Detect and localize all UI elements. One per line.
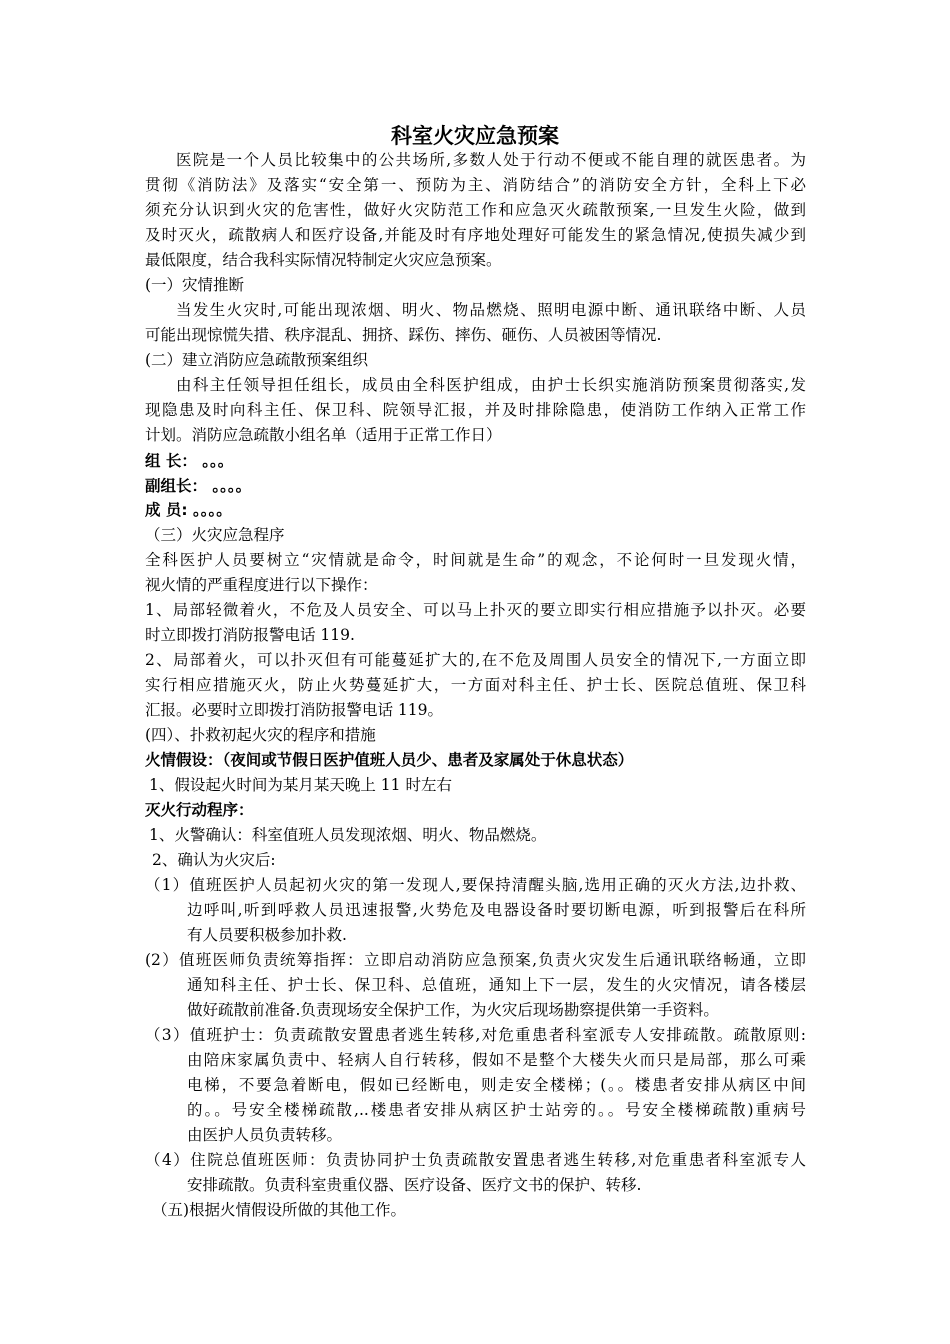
paragraph-line: 汇报。必要时立即拨打消防报警电话 119。 bbox=[145, 701, 444, 719]
paragraph-line: 须充分认识到火灾的危害性，做好火灾防范工作和应急灭火疏散预案,一旦发生火险，做到 bbox=[145, 201, 806, 219]
paragraph-line: 实行相应措施灭火，防止火势蔓延扩大，一方面对科主任、护士长、医院总值班、保卫科 bbox=[145, 676, 806, 694]
paragraph-line: 有人员要积极参加扑救. bbox=[187, 926, 347, 944]
group-leader-line: 组 长： 。。。 bbox=[145, 452, 234, 470]
paragraph-line: 的。。号安全楼梯疏散,..楼患者安排从病区护士站旁的。。号安全楼梯疏散)重病号 bbox=[187, 1101, 806, 1119]
paragraph-line: 现隐患及时向科主任、保卫科、院领导汇报，并及时排除隐患，使消防工作纳入正常工作 bbox=[145, 401, 806, 419]
paragraph-line: 当发生火灾时,可能出现浓烟、明火、物品燃烧、照明电源中断、通讯联络中断、人员 bbox=[176, 301, 806, 319]
paragraph-line: 计划。消防应急疏散小组名单（适用于正常工作日） bbox=[145, 426, 502, 444]
paragraph-line: 全科医护人员要树立“灾情就是命令，时间就是生命”的观念，不论何时一旦发现火情， bbox=[145, 551, 806, 569]
paragraph-line: (2）值班医师负责统筹指挥：立即启动消防应急预案,负责火灾发生后通讯联络畅通，立即 bbox=[145, 951, 806, 969]
paragraph-line: 安排疏散。负责科室贵重仪器、医疗设备、医疗文书的保护、转移. bbox=[187, 1176, 642, 1194]
deputy-leader-line: 副组长： 。。。。 bbox=[145, 477, 252, 495]
paragraph-line: 最低限度，结合我科实际情况特制定火灾应急预案。 bbox=[145, 251, 502, 269]
paragraph-line: 电梯，不要急着断电，假如已经断电，则走安全楼梯；(。。楼患者安排从病区中间 bbox=[187, 1076, 806, 1094]
paragraph-line: 2、局部着火，可以扑灭但有可能蔓延扩大的,在不危及周围人员安全的情况下,一方面立即 bbox=[145, 651, 806, 669]
paragraph-line: （1）值班医护人员起初火灾的第一发现人,要保持清醒头脑,选用正确的灭火方法,边扑救、 bbox=[145, 876, 806, 894]
paragraph-line: 2、确认为火灾后: bbox=[152, 851, 276, 869]
paragraph-line: 医院是一个人员比较集中的公共场所,多数人处于行动不便或不能自理的就医患者。为 bbox=[176, 151, 806, 169]
paragraph-line: 时立即拨打消防报警电话 119. bbox=[145, 626, 355, 644]
section-heading: (一）灾情推断 bbox=[145, 276, 245, 294]
paragraph-line: 贯彻《消防法》及落实“安全第一、预防为主、消防结合”的消防安全方针，全科上下必 bbox=[145, 176, 806, 194]
paragraph-line: 由科主任领导担任组长，成员由全科医护组成，由护士长织实施消防预案贯彻落实,发 bbox=[176, 376, 806, 394]
paragraph-line: （4）住院总值班医师：负责协同护士负责疏散安置患者逃生转移,对危重患者科室派专人 bbox=[145, 1151, 806, 1169]
paragraph-line: 边呼叫,听到呼救人员迅速报警,火势危及电器设备时要切断电源，听到报警后在科所 bbox=[187, 901, 806, 919]
paragraph-line: 由陪床家属负责中、轻病人自行转移，假如不是整个大楼失火而只是局部，那么可乘 bbox=[187, 1051, 806, 1069]
members-line: 成 员: 。。。。 bbox=[145, 501, 232, 519]
firefighting-procedure-heading: 灭火行动程序： bbox=[145, 801, 254, 819]
section-heading: （三）火灾应急程序 bbox=[145, 526, 285, 544]
fire-scenario-heading: 火情假设：（夜间或节假日医护值班人员少、患者及家属处于休息状态） bbox=[145, 751, 634, 769]
section-heading: (四）、扑救初起火灾的程序和措施 bbox=[145, 726, 376, 744]
paragraph-line: 及时灭火，疏散病人和医疗设备,并能及时有序地处理好可能发生的紧急情况,使损失减少到 bbox=[145, 226, 806, 244]
paragraph-line: 视火情的严重程度进行以下操作： bbox=[145, 576, 378, 594]
paragraph-line: 通知科主任、护士长、保卫科、总值班，通知上下一层，发生的火灾情况，请各楼层 bbox=[187, 976, 806, 994]
section-heading: (二）建立消防应急疏散预案组织 bbox=[145, 351, 369, 369]
paragraph-line: 可能出现惊慌失措、秩序混乱、拥挤、踩伤、摔伤、砸伤、人员被困等情况. bbox=[145, 326, 662, 344]
section-heading: （五)根据火情假设所做的其他工作。 bbox=[152, 1201, 407, 1219]
paragraph-line: （3）值班护士：负责疏散安置患者逃生转移,对危重患者科室派专人安排疏散。疏散原则: bbox=[145, 1026, 806, 1044]
paragraph-line: 做好疏散前准备.负责现场安全保护工作，为火灾后现场勘察提供第一手资料。 bbox=[187, 1001, 719, 1019]
paragraph-line: 1、火警确认：科室值班人员发现浓烟、明火、物品燃烧。 bbox=[149, 826, 547, 844]
paragraph-line: 由医护人员负责转移。 bbox=[187, 1126, 343, 1144]
document-title: 科室火灾应急预案 bbox=[391, 124, 559, 148]
paragraph-line: 1、假设起火时间为某月某天晚上 11 时左右 bbox=[149, 776, 452, 794]
paragraph-line: 1、局部轻微着火，不危及人员安全、可以马上扑灭的要立即实行相应措施予以扑灭。必要 bbox=[145, 601, 806, 619]
